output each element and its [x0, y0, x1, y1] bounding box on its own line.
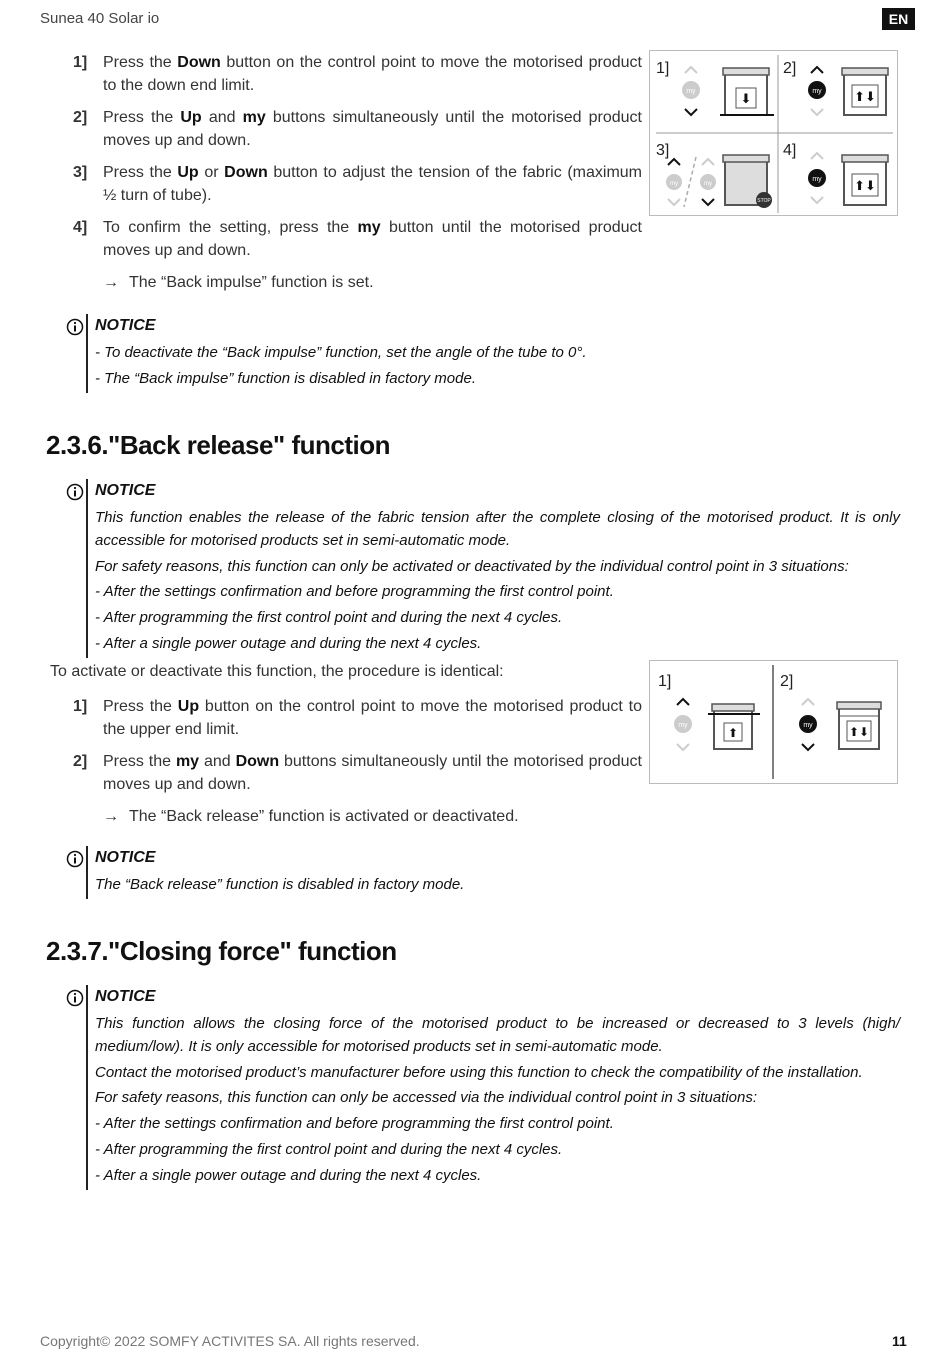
back-impulse-steps — [70, 51, 642, 294]
svg-text:STOP: STOP — [757, 198, 771, 204]
document-title: Sunea 40 Solar io — [40, 10, 160, 27]
step-result: → The “Back impulse” function is set. — [103, 271, 642, 294]
svg-text:3]: 3] — [656, 142, 670, 159]
arrow-right-icon: → — [103, 274, 119, 291]
arrow-right-icon: → — [103, 808, 119, 825]
info-icon — [66, 314, 86, 393]
info-icon — [66, 479, 86, 658]
back-impulse-figure — [649, 50, 898, 216]
step-3: 3] Press the Up or Down button to adjust the tension of the fabric (maximum ½ turn of tube). — [73, 164, 642, 204]
svg-text:⬆⬇: ⬆⬇ — [854, 89, 876, 104]
step-2: 2] Press the my and Down buttons simultaneously until the motorised product moves up and down. — [73, 753, 643, 793]
info-icon — [66, 846, 86, 899]
svg-text:1]: 1] — [656, 60, 670, 77]
step-result: → The “Back release” function is activated or deactivated. — [103, 805, 642, 828]
svg-text:1]: 1] — [658, 673, 672, 690]
step-4: 4] To confirm the setting, press the my button until the motorised product moves up and down. — [73, 219, 643, 259]
svg-text:⬆⬇: ⬆⬇ — [848, 725, 870, 739]
procedure-intro: To activate or deactivate this function, the procedure is identical: — [50, 663, 504, 680]
svg-text:my: my — [670, 181, 678, 187]
svg-text:2]: 2] — [783, 60, 797, 77]
svg-text:⬇: ⬇ — [740, 91, 752, 106]
back-release-steps — [70, 695, 642, 828]
heading-closing-force: 2.3.7."Closing force" function — [46, 936, 397, 966]
svg-text:my: my — [686, 88, 696, 95]
svg-text:my: my — [812, 176, 822, 183]
svg-text:my: my — [678, 722, 688, 729]
svg-text:4]: 4] — [783, 142, 797, 159]
step-1: 1] Press the Down button on the control point to move the motorised product to the down end limit. — [73, 54, 642, 94]
svg-text:my: my — [803, 722, 813, 729]
page-number: 11 — [892, 1333, 907, 1349]
control-point-illustration — [650, 51, 899, 217]
back-release-figure — [649, 660, 898, 784]
notice-closing-force: NOTICE This function allows the closing force of the motorised product to be increased or decreased to 3 levels (high/ medium/low). It is only accessible for motorised products set in semi-automatic mode. Contact the motorised product’s manufacturer before using this function to check the compatibility of the installation. For safety reasons, this function can only be accessed via the individual control point in 3 situations: - After the settings confirmation and before programming the first control point. - After programming the first control point and during the next 4 cycles. - After a single power outage and during the next 4 cycles. — [66, 985, 900, 1190]
heading-back-release: 2.3.6."Back release" function — [46, 430, 390, 460]
step-1: 1] Press the Up button on the control point to move the motorised product to the upper end limit. — [73, 698, 643, 738]
svg-text:2]: 2] — [780, 673, 794, 690]
notice-back-impulse: NOTICE - To deactivate the “Back impulse” function, set the angle of the tube to 0°. - The “Back impulse” function is disabled in factory mode. — [66, 314, 900, 393]
info-icon — [66, 985, 86, 1190]
control-point-illustration — [650, 661, 899, 785]
step-2: 2] Press the Up and my buttons simultaneously until the motorised product moves up and down. — [73, 109, 642, 149]
svg-text:⬆: ⬆ — [727, 726, 739, 740]
svg-text:⬆⬇: ⬆⬇ — [854, 178, 876, 193]
svg-text:my: my — [812, 88, 822, 95]
footer-copyright: Copyright© 2022 SOMFY ACTIVITES SA. All rights reserved. — [40, 1333, 420, 1349]
language-badge: EN — [882, 8, 915, 30]
notice-back-release: NOTICE This function enables the release of the fabric tension after the complete closing of the motorised product. It is only accessible for motorised products set in semi-automatic mode. For safety reasons, this function can only be activated or deactivated by the individual control point in 3 situations: - After the settings confirmation and before programming the first control point. - After programming the first control point and during the next 4 cycles. - After a single power outage and during the next 4 cycles. — [66, 479, 900, 658]
svg-text:my: my — [704, 181, 712, 187]
notice-back-release-factory: NOTICE The “Back release” function is disabled in factory mode. — [66, 846, 900, 899]
